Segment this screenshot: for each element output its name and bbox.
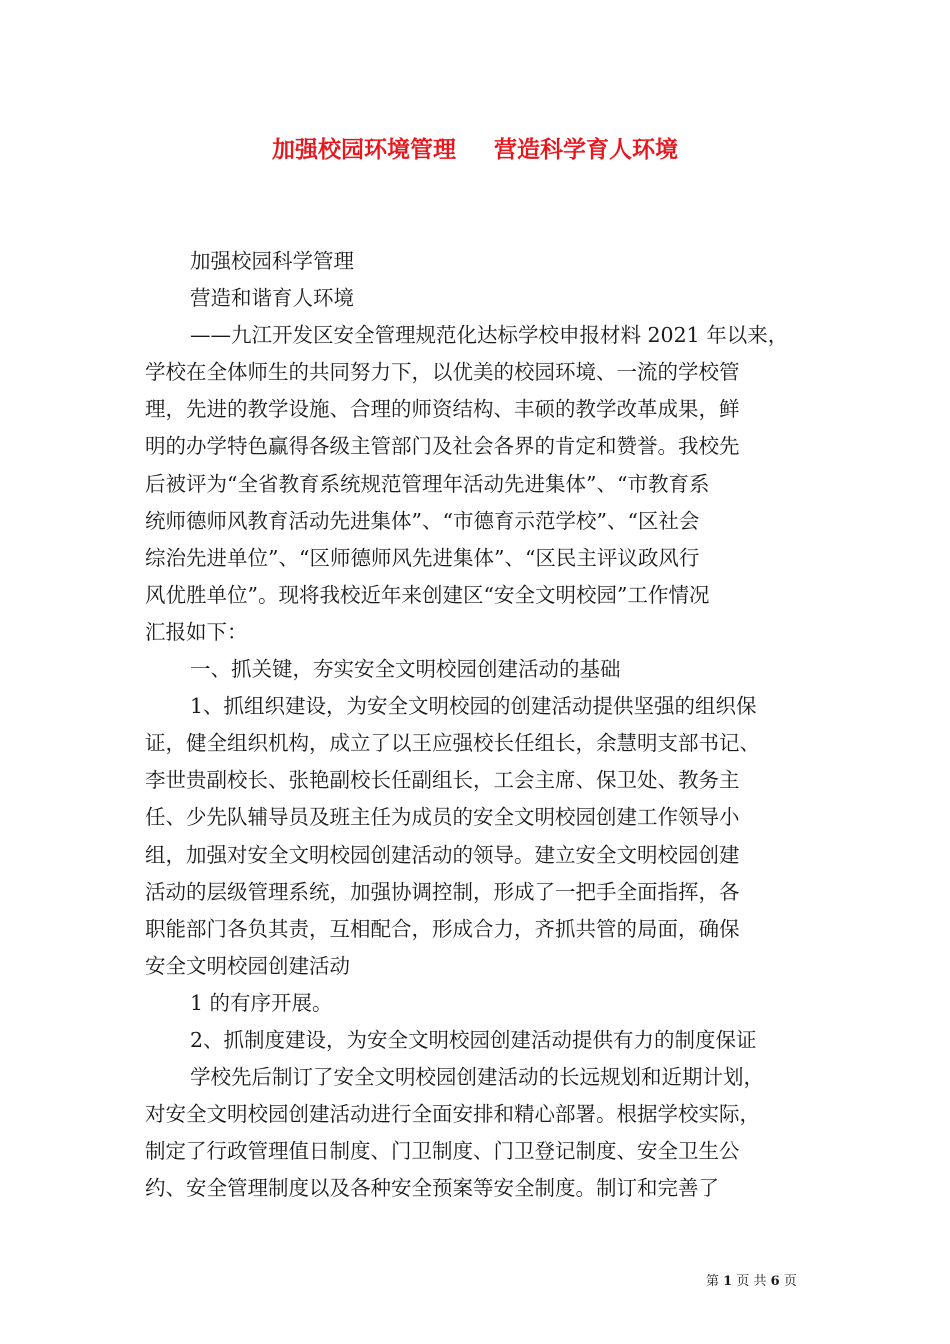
paragraph-line: 约、安全管理制度以及各种安全预案等安全制度。制订和完善了 xyxy=(145,1176,719,1201)
paragraph-line: 制定了行政管理值日制度、门卫制度、门卫登记制度、安全卫生公 xyxy=(145,1139,740,1164)
footer-total-pages: 6 xyxy=(770,1274,780,1289)
paragraph-line: 后被评为“全省教育系统规范管理年活动先进集体”、“市教育系 xyxy=(145,471,710,496)
footer-prefix: 第 xyxy=(706,1274,720,1289)
paragraph-line: 综治先进单位”、“区师德师风先进集体”、“区民主评议政风行 xyxy=(145,545,700,570)
title-part-1: 加强校园环境管理 xyxy=(272,136,456,163)
document-title xyxy=(0,133,950,167)
paragraph-line: 1 的有序开展。 xyxy=(190,990,333,1015)
page-footer xyxy=(706,1270,797,1289)
paragraph-line: 任、少先队辅导员及班主任为成员的安全文明校园创建工作领导小 xyxy=(145,805,740,830)
paragraph-line: 学校先后制订了安全文明校园创建活动的长远规划和近期计划， xyxy=(190,1065,764,1090)
paragraph-line: 学校在全体师生的共同努力下，以优美的校园环境、一流的学校管 xyxy=(145,360,740,385)
footer-suffix: 页 xyxy=(783,1274,797,1289)
paragraph-line: 对安全文明校园创建活动进行全面安排和精心部署。根据学校实际， xyxy=(145,1102,760,1127)
paragraph-line: 活动的层级管理系统，加强协调控制，形成了一把手全面指挥，各 xyxy=(145,879,740,904)
footer-middle: 页 共 xyxy=(736,1274,767,1289)
paragraph-line: 风优胜单位”。现将我校近年来创建区“安全文明校园”工作情况 xyxy=(145,582,710,607)
section-heading: 2、抓制度建设，为安全文明校园创建活动提供有力的制度保证 xyxy=(190,1027,757,1052)
paragraph-line: 李世贵副校长、张艳副校长任副组长，工会主席、保卫处、教务主 xyxy=(145,768,740,793)
document-body xyxy=(145,243,809,1207)
paragraph-line: 理，先进的教学设施、合理的师资结构、丰硕的教学改革成果，鲜 xyxy=(145,397,740,422)
paragraph-line: 组，加强对安全文明校园创建活动的领导。建立安全文明校园创建 xyxy=(145,842,740,867)
title-part-2: 营造科学育人环境 xyxy=(494,136,678,163)
paragraph-line: 统师德师风教育活动先进集体”、“市德育示范学校”、“区社会 xyxy=(145,508,700,533)
footer-current-page: 1 xyxy=(723,1274,733,1289)
paragraph-line: 证，健全组织机构，成立了以王应强校长任组长，余慧明支部书记、 xyxy=(145,731,760,756)
section-heading: 一、抓关键，夯实安全文明校园创建活动的基础 xyxy=(190,657,621,682)
paragraph-line: 安全文明校园创建活动 xyxy=(145,953,350,978)
paragraph-line: 职能部门各负其责，互相配合，形成合力，齐抓共管的局面，确保 xyxy=(145,916,740,941)
paragraph-line: ——九江开发区安全管理规范化达标学校申报材料 2021 年以来， xyxy=(190,323,789,348)
subtitle-line: 加强校园科学管理 xyxy=(190,249,354,273)
subtitle-line: 营造和谐育人环境 xyxy=(190,286,354,311)
paragraph-line: 汇报如下： xyxy=(145,619,248,644)
paragraph-line: 1、抓组织建设，为安全文明校园的创建活动提供坚强的组织保 xyxy=(190,694,757,719)
paragraph-line: 明的办学特色赢得各级主管部门及社会各界的肯定和赞誉。我校先 xyxy=(145,434,740,459)
